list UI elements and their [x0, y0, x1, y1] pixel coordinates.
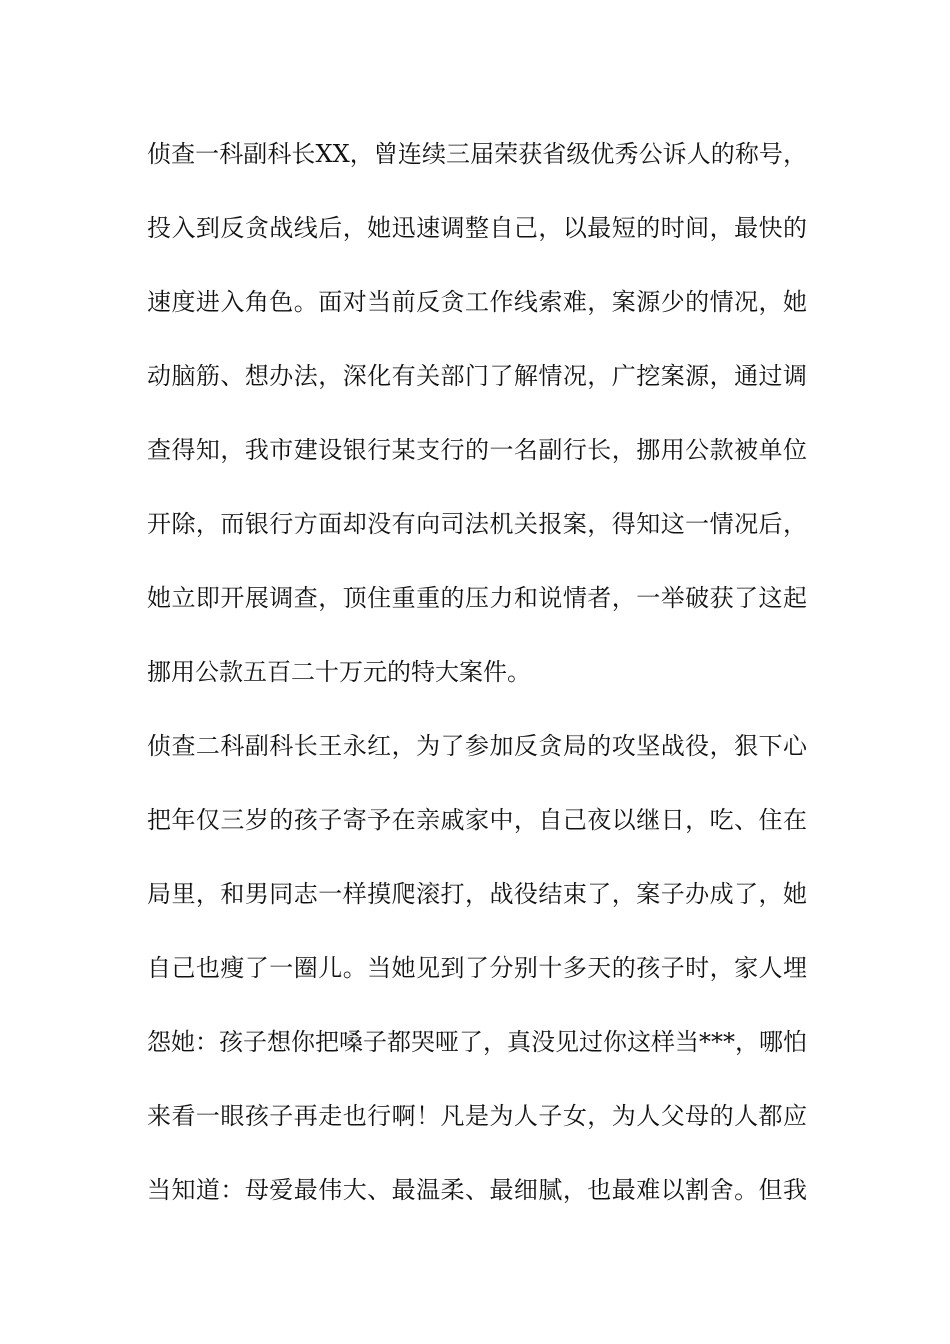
- paragraph: [147, 130, 807, 722]
- text-line: 侦查二科副科长王永红，为了参加反贪局的攻坚战役，狠下心: [147, 732, 807, 760]
- text-line: 查得知，我市建设银行某支行的一名副行长，挪用公款被单位: [147, 436, 807, 464]
- text-line: 把年仅三岁的孩子寄予在亲戚家中，自己夜以继日，吃、住在: [147, 806, 807, 834]
- text-line: 侦查一科副科长XX，曾连续三届荣获省级优秀公诉人的称号，: [147, 140, 807, 168]
- paragraph: [147, 722, 807, 1240]
- text-line: 动脑筋、想办法，深化有关部门了解情况，广挖案源，通过调: [147, 362, 807, 390]
- text-line: 她立即开展调查，顶住重重的压力和说情者，一举破获了这起: [147, 584, 807, 612]
- document-body: [147, 130, 807, 1240]
- text-line: 自己也瘦了一圈儿。当她见到了分别十多天的孩子时，家人埋: [147, 954, 807, 982]
- text-line: 挪用公款五百二十万元的特大案件。: [147, 658, 531, 686]
- text-line: 来看一眼孩子再走也行啊！凡是为人子女，为人父母的人都应: [147, 1102, 807, 1130]
- text-line: 速度进入角色。面对当前反贪工作线索难，案源少的情况，她: [147, 288, 807, 316]
- text-line: 局里，和男同志一样摸爬滚打，战役结束了，案子办成了，她: [147, 880, 807, 908]
- text-line: 开除，而银行方面却没有向司法机关报案，得知这一情况后，: [147, 510, 807, 538]
- text-line: 当知道：母爱最伟大、最温柔、最细腻，也最难以割舍。但我: [147, 1176, 807, 1204]
- text-line: 怨她：孩子想你把嗓子都哭哑了，真没见过你这样当***，哪怕: [147, 1028, 807, 1056]
- text-line: 投入到反贪战线后，她迅速调整自己，以最短的时间，最快的: [147, 214, 807, 242]
